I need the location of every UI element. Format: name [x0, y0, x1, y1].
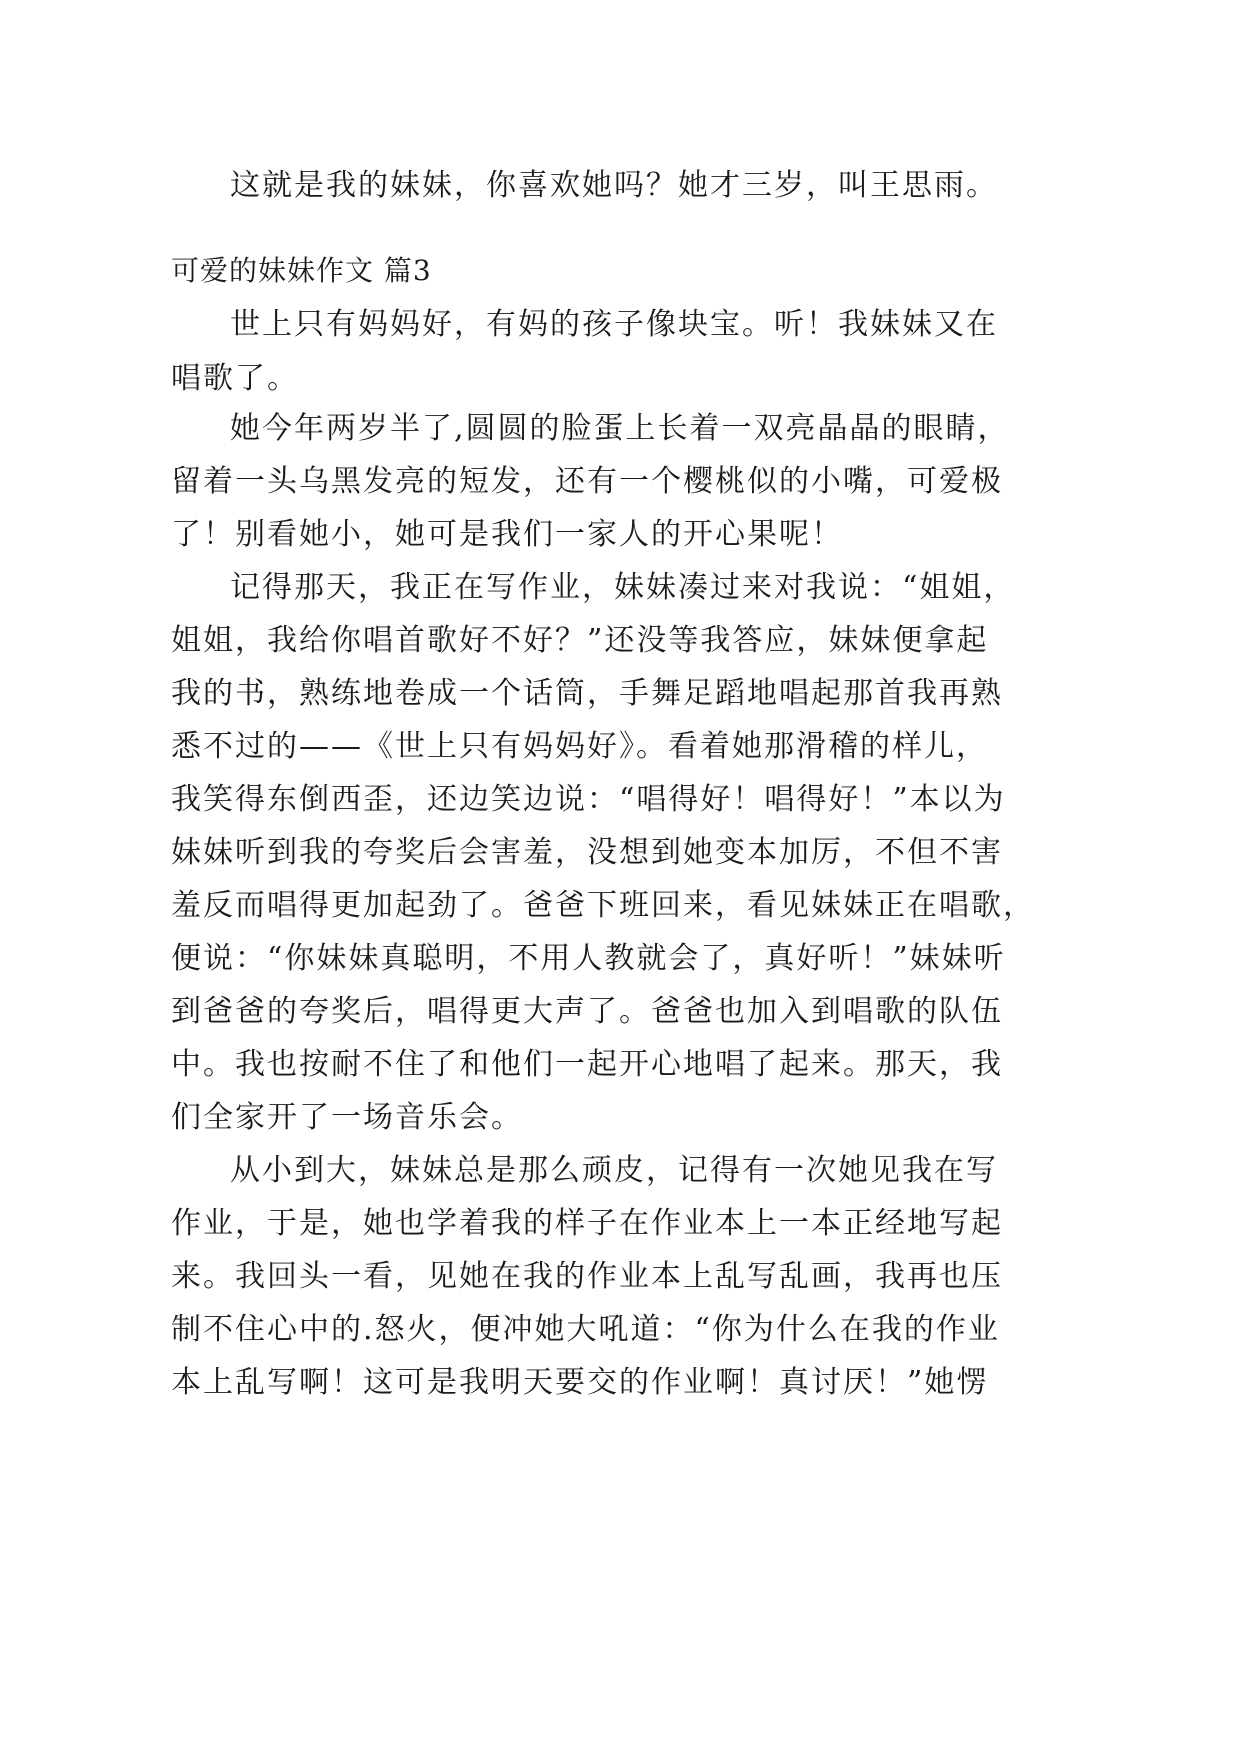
text-line: 到爸爸的夸奖后，唱得更大声了。爸爸也加入到唱歌的队伍	[171, 994, 1003, 1029]
text-line: 妹妹听到我的夸奖后会害羞，没想到她变本加厉，不但不害	[171, 835, 1003, 870]
text-line: 她今年两岁半了,圆圆的脸蛋上长着一双亮晶晶的眼睛，	[230, 411, 1010, 446]
text-line: 悉不过的——《世上只有妈妈好》。看着她那滑稽的样儿，	[171, 729, 988, 764]
text-line: 了！别看她小，她可是我们一家人的开心果呢！	[171, 517, 843, 552]
text-line: 羞反而唱得更加起劲了。爸爸下班回来，看见妹妹正在唱歌，	[171, 888, 1035, 923]
text-line: 唱歌了。	[171, 361, 299, 396]
text-line: 便说：“你妹妹真聪明，不用人教就会了，真好听！”妹妹听	[171, 941, 1006, 976]
text-line: 们全家开了一场音乐会。	[171, 1100, 523, 1135]
text-line: 记得那天，我正在写作业，妹妹凑过来对我说：“姐姐，	[230, 570, 1016, 605]
text-line: 制不住心中的.怒火，便冲她大吼道：“你为什么在我的作业	[171, 1312, 1000, 1347]
text-line: 来。我回头一看，见她在我的作业本上乱写乱画，我再也压	[171, 1259, 1003, 1294]
text-line: 我笑得东倒西歪，还边笑边说：“唱得好！唱得好！”本以为	[171, 782, 1006, 817]
text-line: 姐姐，我给你唱首歌好不好？”还没等我答应，妹妹便拿起	[171, 623, 989, 658]
text-line: 中。我也按耐不住了和他们一起开心地唱了起来。那天，我	[171, 1047, 1003, 1082]
text-line: 作业，于是，她也学着我的样子在作业本上一本正经地写起	[171, 1206, 1003, 1241]
text-line: 我的书，熟练地卷成一个话筒，手舞足蹈地唱起那首我再熟	[171, 676, 1003, 711]
text-line: 世上只有妈妈好，有妈的孩子像块宝。听！我妹妹又在	[230, 307, 998, 342]
closing-line: 这就是我的妹妹，你喜欢她吗？她才三岁，叫王思雨。	[230, 168, 998, 203]
text-line: 从小到大，妹妹总是那么顽皮，记得有一次她见我在写	[230, 1153, 998, 1188]
text-line: 留着一头乌黑发亮的短发，还有一个樱桃似的小嘴，可爱极	[171, 464, 1003, 499]
text-line: 本上乱写啊！这可是我明天要交的作业啊！真讨厌！”她愣	[171, 1365, 989, 1400]
section-title: 可爱的妹妹作文 篇3	[171, 254, 432, 287]
